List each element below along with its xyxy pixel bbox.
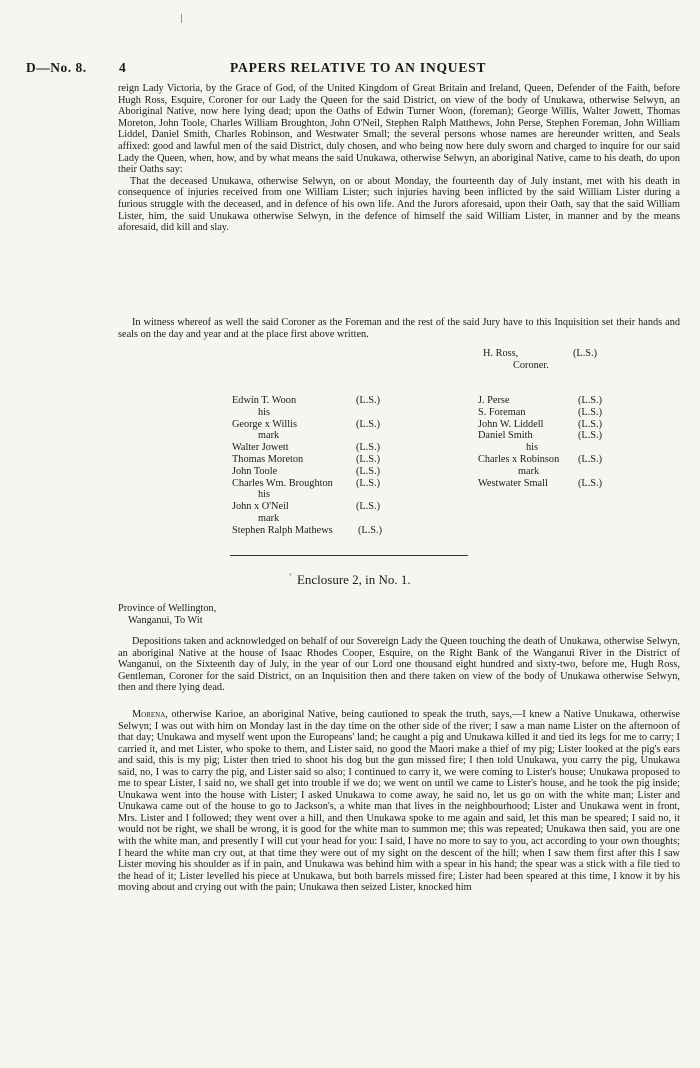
witness-clause: In witness whereof as well the said Coroner as the Foreman and the rest of the said Jury have to this Inquisition set their hands and seals on the day and year and at the place first above written. <box>118 317 680 340</box>
coroner-seal: (L.S.) <box>573 348 598 359</box>
juror-name: Stephen Ralph Mathews <box>232 524 333 536</box>
juror-seal: (L.S.) <box>578 406 603 418</box>
juror-seal: (L.S.) <box>578 418 603 430</box>
province-caption <box>118 603 216 627</box>
inquisition-paragraph-2: That the deceased Unukawa, otherwise Selwyn, on or about Monday, the fourteenth day of July instant, met with his death in consequence of injuries received from one William Lister; such injuries having been inflicted by the said William Lister during a furious struggle with the deceased, and in defence of his own life. And the Jurors aforesaid, upon their Oath, say that the said William Lister, him, the said Unukawa otherwise Selwyn, in the defence of himself the said William Lister, in manner and by the means aforesaid, did kill and slay. <box>118 175 680 234</box>
juror-signature <box>478 419 602 431</box>
juror-seal: (L.S.) <box>356 395 381 406</box>
juror-name: John W. Liddell <box>478 418 544 430</box>
coroner-signature <box>483 348 597 372</box>
juror-mark-label: mark <box>258 512 280 524</box>
juror-name: S. Foreman <box>478 406 526 418</box>
page-number: 4 <box>119 60 126 75</box>
juror-name: Charles Wm. Broughton <box>232 477 333 489</box>
juror-name: Thomas Moreton <box>232 453 304 465</box>
juror-signature <box>232 454 382 466</box>
running-title: PAPERS RELATIVE TO AN INQUEST <box>230 60 487 75</box>
juror-signature <box>232 419 382 431</box>
juror-seal: (L.S.) <box>578 477 603 489</box>
juror-seal: (L.S.) <box>356 418 381 430</box>
jurors-right-column <box>478 395 602 489</box>
testimony-paragraph <box>118 709 680 894</box>
juror-signature <box>232 466 382 478</box>
document-code: D—No. 8. <box>26 60 87 75</box>
depositions-intro-text: Depositions taken and acknowledged on behalf of our Sovereign Lady the Queen touching the death of Unukawa, otherwise Selwyn, an aboriginal Native at the house of Isaac Rhodes Cooper, Esquire, on the Right Bank of the Wanganui River in the District of Wanganui, on the Sixteenth day of July, in the year of our Lord one thousand eight hundred and sixty-two, before me, Hugh Ross, Gentleman, Coroner for the said District, on an Inquisition then and there taken on view of the body of Unukawa otherwise Selwyn, then and there lying dead. <box>118 636 680 694</box>
juror-name: Walter Jowett <box>232 442 289 454</box>
section-divider <box>230 555 468 556</box>
juror-signature <box>232 478 382 490</box>
juror-his-mark: his <box>258 406 271 418</box>
coroner-role: Coroner. <box>513 360 549 371</box>
juror-name: Edwin T. Woon <box>232 395 297 406</box>
juror-signature <box>478 407 602 419</box>
juror-seal: (L.S.) <box>358 524 383 536</box>
juror-name: J. Perse <box>478 395 510 406</box>
inquisition-paragraph-1: reign Lady Victoria, by the Grace of God, of the United Kingdom of Great Britain and Ireland, Queen, Defender of the Faith, before Hugh Ross, Esquire, Coroner for our Lady the Queen for the said District, on view of the body of Unukawa, otherwise Selwyn, an Aboriginal Native, now here lying dead; upon the Oaths of Edwin Turner Woon, (foreman); George Willis, Walter Jowett, Thomas Moreton, John Toole, Charles William Broughton, John O'Neil, Stephen Ralph Matthews, John Perse, Stephen Foreman, John William Liddel, Daniel Smith, Charles Robinson, and Westwater Small; the several persons whose names are hereunder written, and Seals affixed: good and lawful men of the said District, duly chosen, and who being now here duly sworn and charged to inquire for our said Lady the Queen, when, how, and by what means the said Unukawa, otherwise Selwyn, an aboriginal Native, came to his death, do upon their Oaths say: <box>118 83 680 176</box>
page-mark <box>181 14 182 23</box>
jurors-left-column <box>232 395 382 537</box>
enclosure-heading-text: Enclosure 2, in No. 1. <box>296 572 411 587</box>
printer-tick: ' <box>289 572 291 582</box>
coroner-name: H. Ross, <box>483 348 519 359</box>
juror-name: Charles x Robinson <box>478 453 560 465</box>
juror-mark-label: mark <box>258 430 280 442</box>
juror-name: Daniel Smith <box>478 430 533 442</box>
juror-his-mark: his <box>258 489 271 501</box>
juror-signature <box>478 454 602 466</box>
testimony-text: otherwise Karioe, an aboriginal Native, being cautioned to speak the truth, says,—I knew a Native Unukawa, otherwise Selwyn; I was out with him on Monday last in the day time on the other side of the river; I saw a man name Lister on the afternoon of that day; Unukawa and myself went upon the Europeans' land; he caught a pig and Unukawa killed it and tied its legs for me to carry; I carried it, and met Lister, who spoke to them, and Lister said, no good the Maori make a thief of my pig; Lister looked at the pig's ears and said, this is my pig; Lister then tried to shoot his dog but the gun missed fire; I then told Unukawa, you carry the pig, Unukawa said, no, I was to carry the pig, and Lister said so also; I continued to carry it, we were coming to Lister's house; Unukawa proposed to me to spear Lister, I said no, we shall get into trouble if we do; we went on until we came to Lister's house, and he took the pig inside; Unukawa went into the house with Lister; I asked Unukawa to come away, he said no, let us go on with the white man; Lister and Unukawa came out of the house to go to Jackson's, a white man that lives in the neighbourhood; Lister and Unukawa went in front, Mrs. Lister and I followed; they went over a hill, and then Unukawa spoke to me again and said, let this man be speared; I said no, it would not be right, we shall be wrong, it is good for the white man to summon me; this was repeated; Unukawa then said, you are one with the white man, and presently I will cut your head for you: I said, I have no more to say to you, act according to your own thoughts; I heard the white man cry out, at that time they were out of my sight on the descent of the hill; when I saw them first after this I saw Lister moving his shoulder as if in pain, and Unukawa was behind him with a spear in his hand; the spear was a stick with a file tied to the head of it; Lister levelled his piece at Unukawa, but both barrels missed fire; Lister had been speared at this time, I know it by his moving about and crying out with the pain; Unukawa then seized Lister, knocked him <box>118 709 680 894</box>
juror-seal: (L.S.) <box>356 465 381 477</box>
juror-signature <box>478 478 602 490</box>
juror-seal: (L.S.) <box>578 453 603 465</box>
juror-his-mark: his <box>526 442 539 454</box>
witness-name: Morena, <box>132 709 168 720</box>
enclosure-heading <box>0 572 700 588</box>
juror-name: Westwater Small <box>478 477 548 489</box>
juror-signature <box>478 430 602 442</box>
testimony <box>118 709 680 894</box>
juror-seal: (L.S.) <box>578 395 603 406</box>
juror-signature <box>232 501 382 513</box>
juror-signature <box>478 395 602 407</box>
juror-seal: (L.S.) <box>578 430 603 442</box>
juror-signature <box>232 525 382 537</box>
inquisition-text <box>118 83 680 234</box>
juror-seal: (L.S.) <box>356 501 381 513</box>
running-header <box>0 60 700 80</box>
juror-seal: (L.S.) <box>356 453 381 465</box>
juror-name: George x Willis <box>232 418 297 430</box>
juror-signature <box>232 395 382 407</box>
juror-name: John x O'Neil <box>232 501 289 513</box>
depositions-intro <box>118 636 680 694</box>
juror-seal: (L.S.) <box>356 442 381 454</box>
juror-name: John Toole <box>232 465 278 477</box>
juror-signature <box>232 442 382 454</box>
witness-clause-block <box>118 317 680 340</box>
province-line-2: Wanganui, To Wit <box>128 615 203 626</box>
juror-mark-label: mark <box>518 465 540 477</box>
juror-seal: (L.S.) <box>356 477 381 489</box>
province-line-1: Province of Wellington, <box>118 603 217 614</box>
